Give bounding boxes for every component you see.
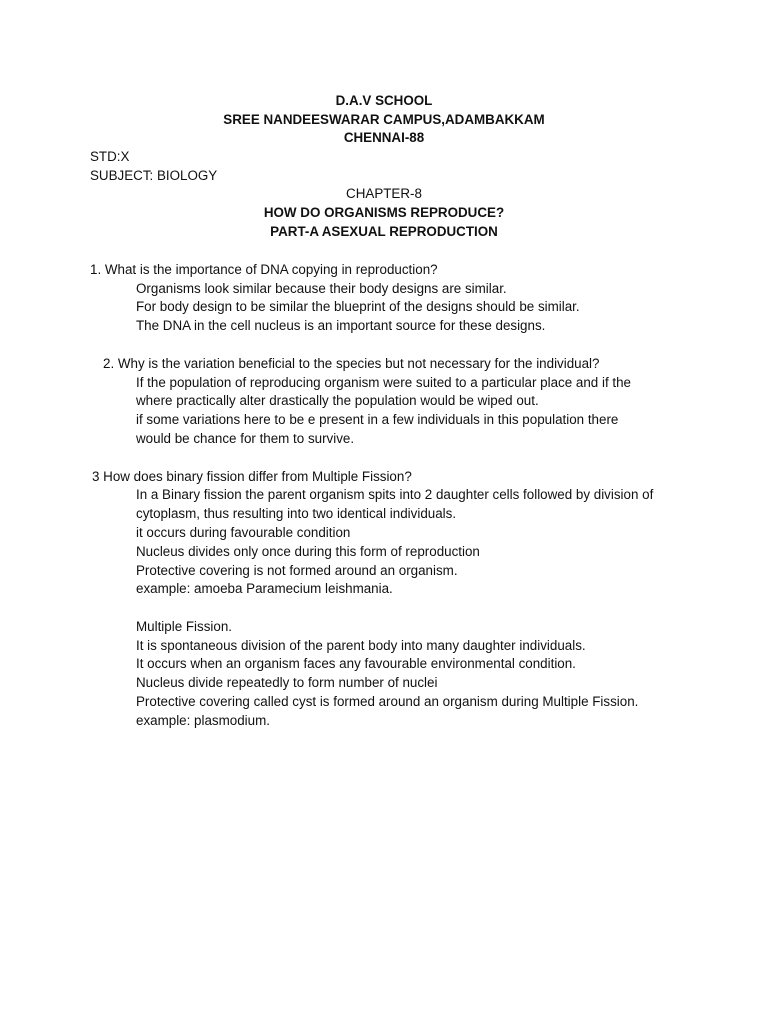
binary-fission-line: it occurs during favourable condition: [136, 525, 351, 540]
multiple-fission-heading: Multiple Fission.: [136, 619, 232, 634]
answer-2-line: If the population of reproducing organism were suited to a particular place and if the: [136, 375, 632, 390]
multiple-fission-line: Nucleus divide repeatedly to form number of nuclei: [136, 675, 438, 690]
std-label: STD:X: [90, 149, 130, 164]
binary-fission-line: In a Binary fission the parent organism spits into 2 daughter cells followed by division of: [136, 487, 654, 502]
multiple-fission-line: It is spontaneous division of the parent body into many daughter individuals.: [136, 638, 586, 653]
chapter-part: PART-A ASEXUAL REPRODUCTION: [270, 224, 498, 239]
binary-fission-line: example: amoeba Paramecium leishmania.: [136, 581, 393, 596]
answer-2-line: where practically alter drastically the population would be wiped out.: [136, 393, 539, 408]
binary-fission-line: Protective covering is not formed around an organism.: [136, 563, 458, 578]
answer-1-line: For body design to be similar the blueprint of the designs should be similar.: [136, 299, 580, 314]
chapter-number: CHAPTER-8: [346, 186, 422, 201]
school-name: D.A.V SCHOOL: [335, 93, 433, 108]
question-1: 1. What is the importance of DNA copying in reproduction?: [90, 262, 438, 277]
multiple-fission-line: It occurs when an organism faces any favourable environmental condition.: [136, 656, 576, 671]
chapter-title: HOW DO ORGANISMS REPRODUCE?: [263, 205, 505, 220]
subject-label: SUBJECT: BIOLOGY: [90, 168, 218, 183]
answer-1-line: The DNA in the cell nucleus is an important source for these designs.: [136, 318, 546, 333]
campus-name: SREE NANDEESWARAR CAMPUS,ADAMBAKKAM: [223, 112, 545, 127]
multiple-fission-line: Protective covering called cyst is formed around an organism during Multiple Fission.: [136, 694, 639, 709]
binary-fission-line: cytoplasm, thus resulting into two identical individuals.: [136, 506, 457, 521]
question-3: 3 How does binary fission differ from Multiple Fission?: [92, 469, 412, 484]
question-2: 2. Why is the variation beneficial to the species but not necessary for the individual?: [103, 356, 600, 371]
multiple-fission-line: example: plasmodium.: [136, 713, 270, 728]
answer-2-line: if some variations here to be e present in a few individuals in this population there: [136, 412, 619, 427]
binary-fission-line: Nucleus divides only once during this form of reproduction: [136, 544, 480, 559]
city-name: CHENNAI-88: [343, 130, 425, 145]
answer-2-line: would be chance for them to survive.: [136, 431, 355, 446]
answer-1-line: Organisms look similar because their body designs are similar.: [136, 281, 507, 296]
